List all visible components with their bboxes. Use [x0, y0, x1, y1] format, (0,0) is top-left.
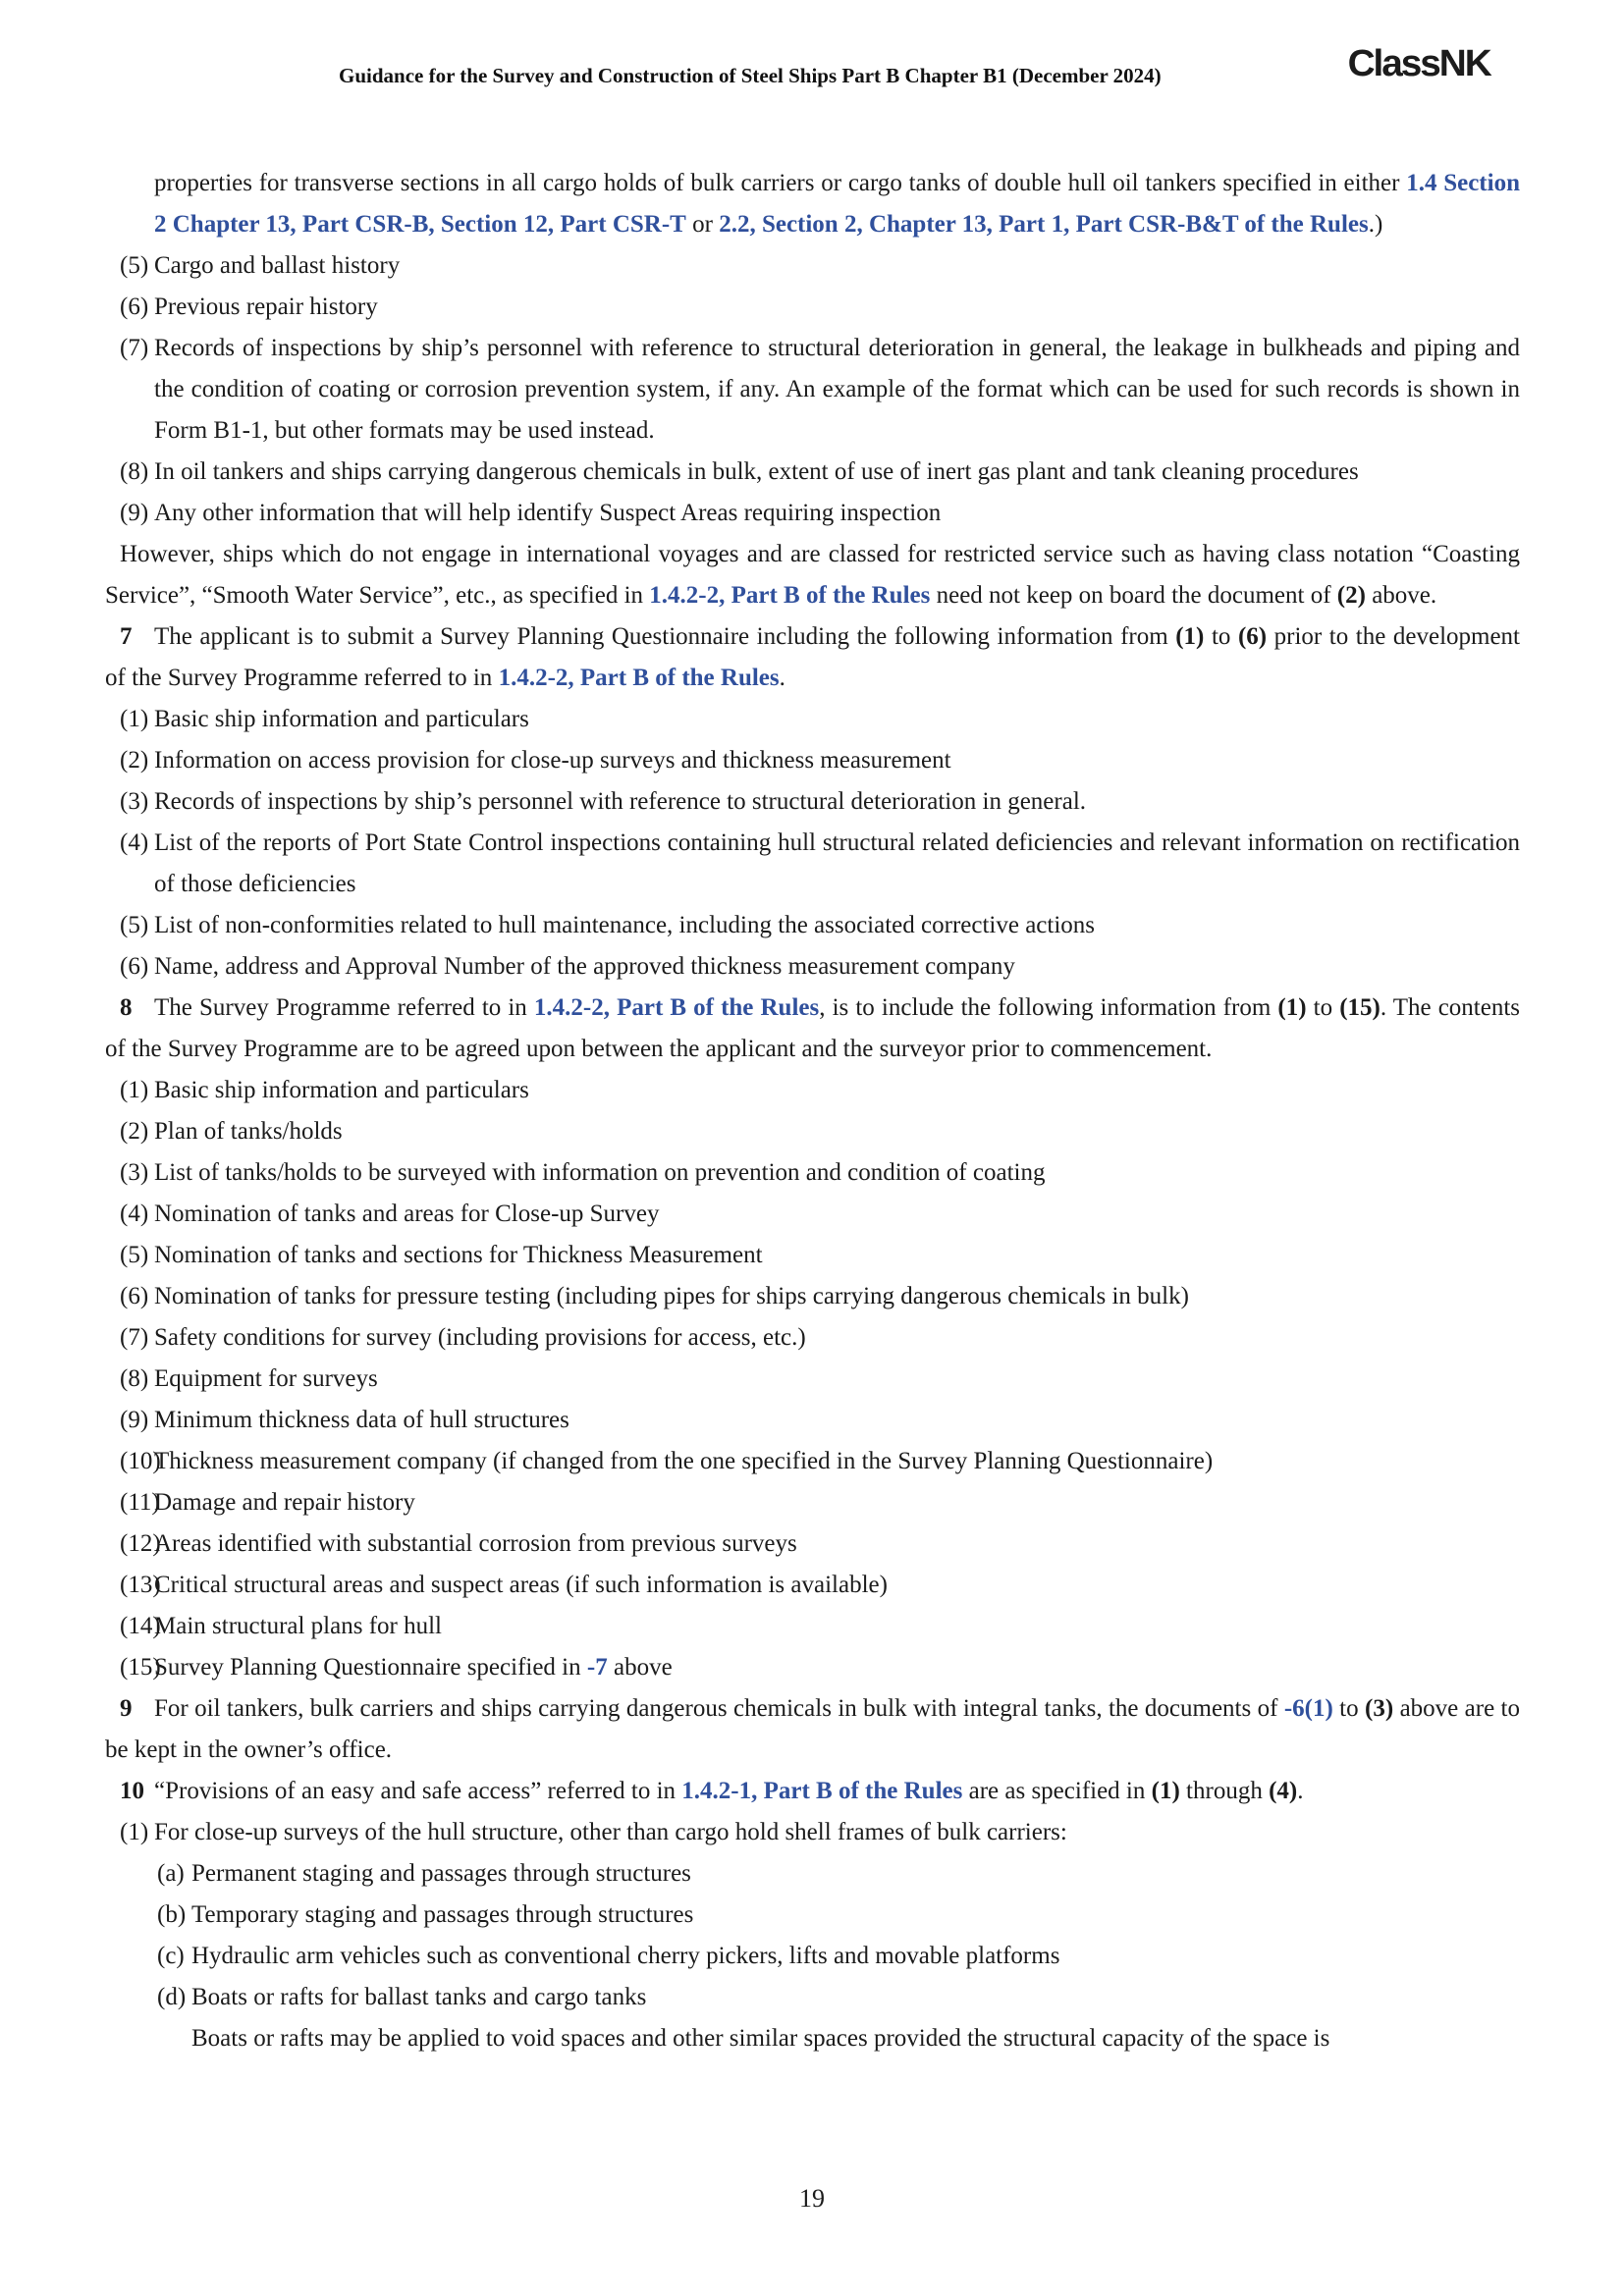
text-segment: Thickness measurement company (if changed from the one specified in the Survey Planning Questionnaire)	[154, 1448, 1214, 1474]
text-segment: .)	[1368, 211, 1383, 238]
text-segment: List of tanks/holds to be surveyed with information on prevention and condition of coating	[154, 1159, 1046, 1186]
text-segment: (1)	[1277, 994, 1307, 1021]
text-segment: need not keep on board the document of	[930, 582, 1337, 609]
text-segment: through	[1179, 1778, 1270, 1804]
text-segment: Plan of tanks/holds	[154, 1118, 343, 1145]
classnk-logo: ClassNK	[1347, 43, 1490, 84]
text-segment: Information on access provision for close-up surveys and thickness measurement	[154, 747, 951, 774]
text-segment: In oil tankers and ships carrying dangerous chemicals in bulk, extent of use of inert gas plant and tank cleaning procedures	[154, 458, 1359, 485]
item-marker: (7)	[120, 1324, 149, 1351]
text-segment: Minimum thickness data of hull structures	[154, 1407, 569, 1433]
item-marker: (15)	[120, 1654, 161, 1681]
item-marker: (6)	[120, 294, 149, 320]
item-marker: (5)	[120, 252, 149, 279]
text-segment: .	[1297, 1778, 1304, 1804]
text-segment: above.	[1365, 582, 1437, 609]
list-item	[105, 1235, 1520, 1276]
item-marker: (9)	[120, 500, 149, 526]
text-segment: Name, address and Approval Number of the approved thickness measurement company	[154, 953, 1015, 980]
item-marker: (11)	[120, 1489, 160, 1516]
text-segment: .	[779, 665, 785, 691]
text-segment: Basic ship information and particulars	[154, 1077, 529, 1103]
text-segment: prior to the development of the Survey Programme referred to in	[105, 623, 1520, 691]
text-segment: (2)	[1336, 582, 1366, 609]
item-marker: (4)	[120, 1201, 149, 1227]
item-marker: (a)	[157, 1860, 185, 1887]
page-number: 19	[799, 2184, 825, 2213]
item-marker: (1)	[120, 1077, 149, 1103]
text-segment: to	[1306, 994, 1340, 1021]
text-segment: Nomination of tanks and areas for Close-up Survey	[154, 1201, 660, 1227]
item-marker: (2)	[120, 1118, 149, 1145]
item-marker: (b)	[157, 1901, 187, 1928]
cross-reference-link[interactable]: -7	[586, 1654, 608, 1681]
cross-reference-link[interactable]: 1.4.2-1, Part B of the Rules	[681, 1778, 963, 1804]
text-segment: Any other information that will help identify Suspect Areas requiring inspection	[154, 500, 942, 526]
list-item	[105, 1359, 1520, 1400]
text-segment: List of the reports of Port State Control inspections containing hull structural related deficiencies and relevant information on rectification of those deficiencies	[154, 829, 1520, 897]
list-item	[105, 1482, 1520, 1523]
item-marker: (6)	[120, 1283, 149, 1309]
sub-list-item	[105, 1853, 1520, 1895]
text-segment: or	[685, 211, 720, 238]
text-segment: to	[1332, 1695, 1366, 1722]
item-marker: (13)	[120, 1572, 161, 1598]
sub-list-item	[105, 1977, 1520, 2018]
cross-reference-link[interactable]: 1.4.2-2, Part B of the Rules	[533, 994, 820, 1021]
text-segment: Hydraulic arm vehicles such as conventional cherry pickers, lifts and movable platforms	[191, 1943, 1060, 1969]
text-segment: Previous repair history	[154, 294, 378, 320]
list-item	[105, 1812, 1520, 1853]
sub-list-item	[105, 1895, 1520, 1936]
list-item	[105, 328, 1520, 452]
list-item	[105, 781, 1520, 823]
text-segment: Critical structural areas and suspect areas (if such information is available)	[154, 1572, 888, 1598]
list-item	[105, 1606, 1520, 1647]
list-item	[105, 1317, 1520, 1359]
text-segment: (15)	[1339, 994, 1380, 1021]
item-marker: (5)	[120, 1242, 149, 1268]
cross-reference-link[interactable]: 1.4.2-2, Part B of the Rules	[498, 665, 780, 691]
text-segment: List of non-conformities related to hull maintenance, including the associated corrective actions	[154, 912, 1096, 938]
list-item	[105, 1276, 1520, 1317]
text-segment: “Provisions of an easy and safe access” referred to in	[154, 1778, 682, 1804]
item-marker: (2)	[120, 747, 149, 774]
item-marker: (4)	[120, 829, 149, 856]
item-marker: (5)	[120, 912, 149, 938]
cross-reference-link[interactable]: 1.4.2-2, Part B of the Rules	[649, 582, 931, 609]
list-item	[105, 493, 1520, 534]
paragraph-continuation	[105, 163, 1520, 245]
page-footer	[0, 2178, 1624, 2219]
item-marker: (3)	[120, 788, 149, 815]
list-item	[105, 1523, 1520, 1565]
text-segment: are as specified in	[962, 1778, 1152, 1804]
paragraph	[105, 1688, 1520, 1771]
text-segment: However, ships which do not engage in international voyages and are classed for restricted service such as having class notation “Coasting Service”, “Smooth Water Service”, etc., as specified in	[105, 541, 1520, 609]
text-segment: (3)	[1365, 1695, 1394, 1722]
list-item	[105, 1565, 1520, 1606]
item-marker: (1)	[120, 706, 149, 732]
item-marker: (c)	[157, 1943, 185, 1969]
item-marker: 7	[120, 623, 133, 650]
text-segment: Cargo and ballast history	[154, 252, 401, 279]
list-item	[105, 1070, 1520, 1111]
text-segment: (4)	[1269, 1778, 1298, 1804]
text-segment: Boats or rafts may be applied to void spaces and other similar spaces provided the structural capacity of the space is	[191, 2025, 1330, 2052]
text-segment: Main structural plans for hull	[154, 1613, 442, 1639]
text-segment: (6)	[1237, 623, 1268, 650]
list-item	[105, 1111, 1520, 1152]
text-segment: above are to be kept in the owner’s office.	[105, 1695, 1521, 1763]
item-marker: 10	[120, 1778, 144, 1804]
text-segment: For close-up surveys of the hull structure, other than cargo hold shell frames of bulk carriers:	[154, 1819, 1067, 1845]
item-marker: (3)	[120, 1159, 149, 1186]
text-segment: (1)	[1151, 1778, 1180, 1804]
item-marker: (10)	[120, 1448, 161, 1474]
item-marker: (1)	[120, 1819, 149, 1845]
list-item	[105, 905, 1520, 946]
item-marker: (8)	[120, 1365, 149, 1392]
sub-list-item	[105, 1936, 1520, 1977]
list-item	[105, 699, 1520, 740]
list-item	[105, 287, 1520, 328]
item-marker: (8)	[120, 458, 149, 485]
text-segment: Damage and repair history	[154, 1489, 415, 1516]
cross-reference-link[interactable]: 1.4 Section 2 Chapter 13, Part CSR-B, Section 12, Part CSR-T	[154, 170, 1520, 238]
paragraph	[105, 1771, 1520, 1812]
page-header	[0, 0, 1624, 130]
text-segment: Nomination of tanks and sections for Thickness Measurement	[154, 1242, 763, 1268]
text-segment: For oil tankers, bulk carriers and ships carrying dangerous chemicals in bulk with integral tanks, the documents of	[154, 1695, 1284, 1722]
text-segment: Records of inspections by ship’s personnel with reference to structural deterioration in general.	[154, 788, 1087, 815]
text-segment: . The contents of the Survey Programme are to be agreed upon between the applicant and the surveyor prior to commencement.	[105, 994, 1521, 1062]
item-marker: (6)	[120, 953, 149, 980]
text-segment: Basic ship information and particulars	[154, 706, 529, 732]
item-marker: (9)	[120, 1407, 149, 1433]
item-marker: (d)	[157, 1984, 187, 2010]
item-marker: (7)	[120, 335, 149, 361]
document-body	[105, 163, 1520, 2059]
text-segment: Temporary staging and passages through structures	[191, 1901, 694, 1928]
list-item	[105, 452, 1520, 493]
text-segment: Safety conditions for survey (including provisions for access, etc.)	[154, 1324, 806, 1351]
item-marker: 9	[120, 1695, 133, 1722]
list-item	[105, 1194, 1520, 1235]
list-item	[105, 245, 1520, 287]
text-segment: (1)	[1175, 623, 1205, 650]
list-item	[105, 740, 1520, 781]
text-segment: Nomination of tanks for pressure testing (including pipes for ships carrying dangerous chemicals in bulk)	[154, 1283, 1189, 1309]
list-item	[105, 1441, 1520, 1482]
text-segment: properties for transverse sections in all cargo holds of bulk carriers or cargo tanks of double hull oil tankers specified in either	[154, 170, 1407, 196]
cross-reference-link[interactable]: 2.2, Section 2, Chapter 13, Part 1, Part CSR-B&T of the Rules	[719, 211, 1369, 238]
text-segment: to	[1204, 623, 1238, 650]
text-segment: Boats or rafts for ballast tanks and cargo tanks	[191, 1984, 647, 2010]
paragraph	[105, 534, 1520, 616]
item-marker: (12)	[120, 1530, 161, 1557]
text-segment: above	[607, 1654, 673, 1681]
item-marker: (14)	[120, 1613, 161, 1639]
text-segment: Permanent staging and passages through structures	[191, 1860, 691, 1887]
text-segment: The applicant is to submit a Survey Planning Questionnaire including the following information from	[154, 623, 1176, 650]
text-segment: Areas identified with substantial corrosion from previous surveys	[154, 1530, 797, 1557]
item-marker: 8	[120, 994, 133, 1021]
list-item	[105, 1400, 1520, 1441]
list-item	[105, 823, 1520, 905]
text-segment: Survey Planning Questionnaire specified in	[154, 1654, 587, 1681]
list-item	[105, 1647, 1520, 1688]
paragraph	[105, 988, 1520, 1070]
list-item	[105, 1152, 1520, 1194]
text-segment: , is to include the following information from	[819, 994, 1278, 1021]
cross-reference-link[interactable]: -6(1)	[1283, 1695, 1333, 1722]
paragraph	[105, 616, 1520, 699]
list-item	[105, 946, 1520, 988]
text-segment: The Survey Programme referred to in	[154, 994, 534, 1021]
text-segment: Equipment for surveys	[154, 1365, 378, 1392]
sub-list-continuation	[105, 2018, 1520, 2059]
document-title: Guidance for the Survey and Construction of Steel Ships Part B Chapter B1 (December 2024)	[339, 64, 1162, 87]
text-segment: Records of inspections by ship’s personnel with reference to structural deterioration in general, the leakage in bulkheads and piping and the condition of coating or corrosion prevention system, if any. An example of the format which can be used for such records is shown in Form B1-1, but other formats may be used instead.	[154, 335, 1520, 444]
